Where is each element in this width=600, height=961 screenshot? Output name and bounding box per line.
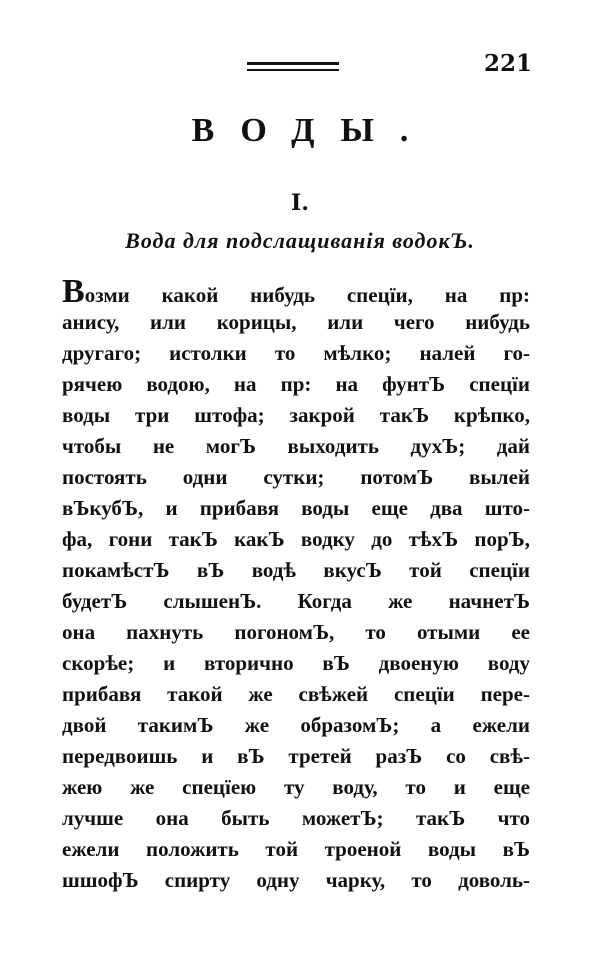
text-line: двой такимЪ же образомЪ; а ежели [62, 713, 530, 737]
text-line: фа, гони такЪ какЪ водку до тѣхЪ порЪ, [62, 527, 530, 551]
text-line: Возми какой нибудь спецїи, на пр: [62, 273, 530, 310]
text-line: воды три штофа; закрой такЪ крѣпко, [62, 403, 530, 427]
text-line: жею же спецїею ту воду, то и еще [62, 775, 530, 799]
text-line: ежели положить той троеной воды вЪ [62, 837, 530, 861]
chapter-title: ВОДЫ. [191, 112, 435, 149]
text-line: скорѣе; и вторично вЪ двоеную воду [62, 651, 530, 675]
page-number: 221 [483, 50, 532, 77]
text-line: постоять одни сутки; потомЪ вылей [62, 465, 530, 489]
text-line: шшофЪ спирту одну чарку, то доволь- [62, 868, 530, 892]
text-line: лучше она быть можетЪ; такЪ что [62, 806, 530, 830]
text-line: будетЪ слышенЪ. Когда же начнетЪ [62, 589, 530, 613]
body-text [62, 273, 530, 896]
text-line: передвоишь и вЪ третей разЪ со свѣ- [62, 744, 530, 768]
text-line: рячею водою, на пр: на фунтЪ спецїи [62, 372, 530, 396]
text-line: анису, или корицы, или чего нибудь [62, 310, 530, 334]
text-line: прибавя такой же свѣжей спецїи пере- [62, 682, 530, 706]
text-line: чтобы не могЪ выходить духЪ; дай [62, 434, 530, 458]
text-line: вЪкубЪ, и прибавя воды еще два што- [62, 496, 530, 520]
text-line: она пахнуть погономЪ, то отыми ее [62, 620, 530, 644]
header-double-rule [247, 62, 339, 68]
text-line: покамѣстЪ вЪ водѣ вкусЪ той спецїи [62, 558, 530, 582]
section-subtitle: Вода для подслащиванія водокЪ. [125, 228, 475, 253]
section-number: I. [291, 190, 309, 216]
text-line: другаго; истолки то мѣлко; налей го- [62, 341, 530, 365]
